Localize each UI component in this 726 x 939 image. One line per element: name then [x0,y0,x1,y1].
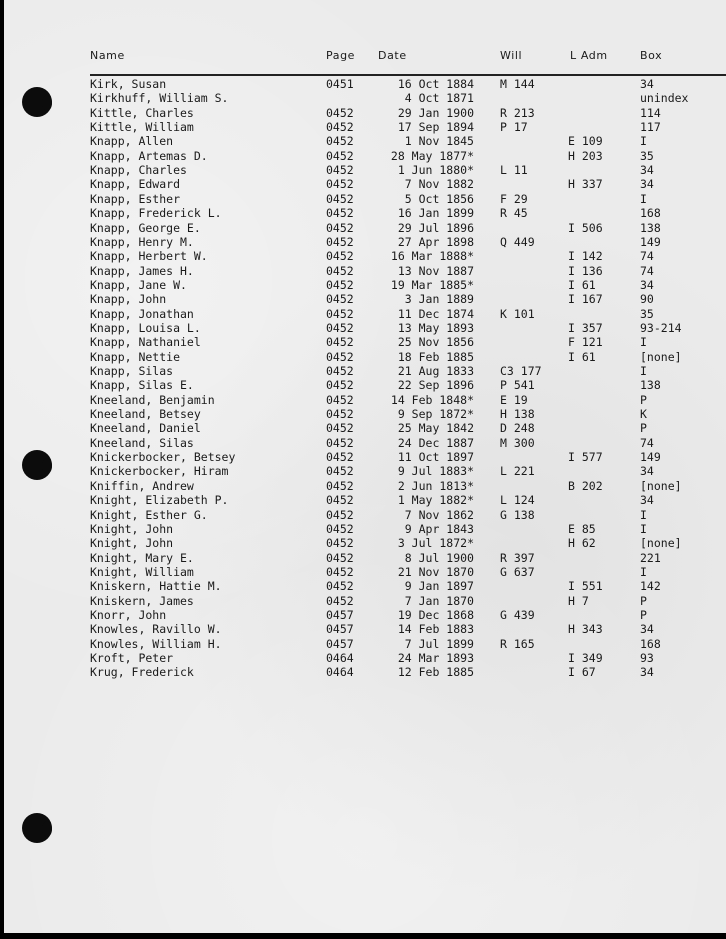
cell-date: 14 Feb 1883 [397,622,474,637]
table-row [4,134,726,148]
cell-will: L 11 [500,163,528,178]
cell-date: 11 Dec 1874 [397,306,474,321]
cell-name: Knapp, Silas E. [90,378,194,393]
cell-will: R 165 [500,636,535,651]
cell-page: 0457 [326,636,354,651]
cell-box: [none] [640,478,682,493]
cell-box: 90 [640,292,654,307]
table-row [4,120,726,134]
cell-box: I [640,364,647,378]
cell-page: 0452 [326,378,354,393]
header-page: Page [326,49,356,62]
cell-name: Kniskern, James [90,593,194,608]
cell-name: Kittle, Charles [90,105,194,120]
cell-box: 34 [640,163,654,178]
cell-date: 25 Nov 1856 [397,335,474,350]
cell-date: 7 Nov 1882 [404,177,474,192]
cell-date: 25 May 1842 [397,421,474,436]
cell-page: 0452 [326,148,354,163]
cell-page: 0452 [326,464,354,479]
cell-box: I [640,507,647,522]
table-row [4,264,726,278]
cell-name: Kniffin, Andrew [90,478,194,493]
cell-page: 0452 [326,191,354,206]
cell-name: Knapp, Esther [90,191,181,206]
cell-name: Knapp, James H. [90,263,194,278]
cell-will: G 637 [500,564,535,579]
cell-page: 0452 [326,277,354,292]
cell-box: 34 [640,622,654,637]
cell-date: 1 May 1882* [397,493,474,508]
cell-name: Knowles, Ravillo W. [90,622,222,637]
cell-ladm: H 7 [568,593,589,608]
cell-ladm: I 349 [568,651,603,665]
cell-name: Knapp, Nettie [90,349,181,364]
cell-date: 19 Dec 1868 [397,607,474,622]
cell-box: P [640,392,647,407]
cell-will: R 397 [500,550,535,565]
cell-box: I [640,564,647,579]
cell-page: 0452 [326,234,354,249]
cell-name: Kirkhuff, William S. [90,91,229,106]
table-row [4,393,726,407]
cell-page: 0452 [326,349,354,364]
table-row [4,163,726,177]
cell-date: 3 Jul 1872* [397,536,474,551]
cell-date: 13 Nov 1887 [397,263,474,278]
cell-page: 0452 [326,292,354,307]
cell-page: 0452 [326,478,354,493]
cell-date: 28 May 1877* [390,148,474,163]
cell-page: 0452 [326,220,354,235]
cell-ladm: F 121 [568,335,603,350]
cell-page: 0452 [326,105,354,120]
cell-box: 34 [640,277,654,292]
cell-box: 74 [640,263,654,278]
cell-ladm: E 109 [568,134,603,149]
cell-will: M 144 [500,77,535,91]
table-row [4,177,726,191]
cell-page: 0452 [326,493,354,508]
cell-ladm: B 202 [568,478,603,493]
cell-ladm: I 167 [568,292,603,307]
cell-box: 168 [640,206,661,221]
header-date: Date [378,49,407,62]
cell-date: 9 Jan 1897 [404,579,474,594]
punch-hole-bottom [22,813,52,843]
cell-name: Knapp, John [90,292,167,307]
cell-date: 8 Jul 1900 [404,550,474,565]
table-row [4,450,726,464]
cell-will: G 439 [500,607,535,622]
cell-page: 0457 [326,622,354,637]
cell-will: L 221 [500,464,535,479]
table-row [4,522,726,536]
cell-page: 0452 [326,263,354,278]
cell-box: 34 [640,464,654,479]
cell-ladm: H 337 [568,177,603,192]
header-rule [90,74,726,76]
cell-box: 221 [640,550,661,565]
table-row [4,421,726,435]
cell-box: 138 [640,378,661,393]
table-row [4,493,726,507]
cell-date: 11 Oct 1897 [397,450,474,465]
table-row [4,479,726,493]
cell-will: H 138 [500,407,535,422]
cell-page: 0452 [326,120,354,135]
table-row [4,278,726,292]
cell-box: 149 [640,234,661,249]
cell-date: 9 Jul 1883* [397,464,474,479]
table-row [4,536,726,550]
cell-box: 117 [640,120,661,135]
cell-box: 138 [640,220,661,235]
cell-date: 24 Dec 1887 [397,435,474,450]
cell-box: 34 [640,665,654,680]
table-row [4,364,726,378]
cell-box: [none] [640,349,682,364]
cell-ladm: I 61 [568,349,596,364]
cell-will: P 17 [500,120,528,135]
cell-page: 0452 [326,593,354,608]
table-row [4,551,726,565]
cell-ladm: E 85 [568,521,596,536]
cell-page: 0452 [326,407,354,422]
table-row [4,407,726,421]
cell-ladm: H 343 [568,622,603,637]
cell-name: Knapp, Artemas D. [90,148,208,163]
header-l-adm: L Adm [570,49,608,62]
cell-will: R 213 [500,105,535,120]
document-page [4,0,726,933]
cell-page: 0452 [326,320,354,335]
cell-ladm: H 62 [568,536,596,551]
cell-date: 29 Jan 1900 [397,105,474,120]
cell-box: 34 [640,77,654,91]
cell-box: unindex [640,91,689,106]
cell-ladm: I 506 [568,220,603,235]
cell-page: 0452 [326,306,354,321]
cell-box: I [640,134,647,149]
cell-date: 22 Sep 1896 [397,378,474,393]
cell-box: K [640,407,647,422]
cell-will: E 19 [500,392,528,407]
cell-box: I [640,191,647,206]
cell-date: 24 Mar 1893 [397,651,474,665]
cell-box: 34 [640,493,654,508]
cell-will: C3 177 [500,364,542,378]
cell-page: 0452 [326,421,354,436]
cell-box: 93 [640,651,654,665]
cell-ladm: I 67 [568,665,596,680]
table-row [4,464,726,478]
table-row [4,307,726,321]
table-row [4,321,726,335]
cell-page: 0452 [326,536,354,551]
cell-name: Kroft, Peter [90,651,174,665]
cell-name: Knapp, Herbert W. [90,249,208,264]
cell-date: 21 Aug 1833 [397,364,474,378]
cell-page: 0452 [326,564,354,579]
table-row [4,235,726,249]
table-row [4,335,726,349]
cell-name: Knight, Elizabeth P. [90,493,229,508]
cell-page: 0457 [326,607,354,622]
cell-name: Knight, Esther G. [90,507,208,522]
cell-date: 17 Sep 1894 [397,120,474,135]
cell-page: 0452 [326,134,354,149]
cell-box: 93-214 [640,320,682,335]
cell-ladm: I 142 [568,249,603,264]
cell-page: 0452 [326,364,354,378]
cell-date: 9 Apr 1843 [404,521,474,536]
cell-name: Knapp, Jonathan [90,306,194,321]
cell-box: [none] [640,536,682,551]
table-row [4,594,726,608]
table-row [4,106,726,120]
cell-date: 4 Oct 1871 [404,91,474,106]
table-row [4,378,726,392]
header-box: Box [640,49,663,62]
cell-page: 0452 [326,521,354,536]
cell-box: 74 [640,249,654,264]
cell-box: 35 [640,306,654,321]
cell-date: 5 Oct 1856 [404,191,474,206]
table-row [4,579,726,593]
table-row [4,508,726,522]
cell-name: Knapp, George E. [90,220,201,235]
cell-name: Knapp, Frederick L. [90,206,222,221]
cell-ladm: I 136 [568,263,603,278]
cell-ladm: I 577 [568,450,603,465]
cell-date: 7 Nov 1862 [404,507,474,522]
cell-name: Kneeland, Betsey [90,407,201,422]
cell-will: M 300 [500,435,535,450]
cell-will: K 101 [500,306,535,321]
table-row [4,249,726,263]
cell-will: R 45 [500,206,528,221]
cell-page: 0452 [326,435,354,450]
cell-page: 0452 [326,450,354,465]
cell-name: Knight, William [90,564,194,579]
table-row [4,91,726,105]
table-row [4,651,726,665]
cell-box: 34 [640,177,654,192]
cell-name: Knight, Mary E. [90,550,194,565]
cell-date: 1 Jun 1880* [397,163,474,178]
cell-date: 29 Jul 1896 [397,220,474,235]
cell-ladm: I 61 [568,277,596,292]
cell-date: 7 Jul 1899 [404,636,474,651]
cell-page: 0452 [326,163,354,178]
cell-ladm: I 357 [568,320,603,335]
cell-will: P 541 [500,378,535,393]
cell-name: Knapp, Charles [90,163,187,178]
cell-name: Knorr, John [90,607,167,622]
cell-page: 0452 [326,392,354,407]
cell-name: Knapp, Silas [90,364,174,378]
cell-name: Knapp, Louisa L. [90,320,201,335]
cell-box: P [640,593,647,608]
cell-name: Kniskern, Hattie M. [90,579,222,594]
table-row [4,206,726,220]
table-row [4,565,726,579]
cell-page: 0452 [326,249,354,264]
cell-page: 0452 [326,507,354,522]
cell-date: 3 Jan 1889 [404,292,474,307]
cell-date: 7 Jan 1870 [404,593,474,608]
cell-name: Knapp, Henry M. [90,234,194,249]
table-row [4,149,726,163]
cell-name: Knight, John [90,536,174,551]
cell-page: 0451 [326,77,354,91]
table-row [4,221,726,235]
cell-date: 16 Jan 1899 [397,206,474,221]
cell-name: Krug, Frederick [90,665,194,680]
cell-date: 1 Nov 1845 [404,134,474,149]
header-will: Will [500,49,523,62]
cell-name: Knickerbocker, Betsey [90,450,236,465]
cell-box: P [640,421,647,436]
cell-name: Kneeland, Silas [90,435,194,450]
cell-page: 0452 [326,335,354,350]
cell-box: 149 [640,450,661,465]
cell-date: 2 Jun 1813* [397,478,474,493]
cell-page: 0452 [326,177,354,192]
cell-box: 35 [640,148,654,163]
cell-box: P [640,607,647,622]
cell-page: 0464 [326,651,354,665]
table-row [4,350,726,364]
cell-date: 14 Feb 1848* [390,392,474,407]
cell-name: Kittle, William [90,120,194,135]
table-row [4,608,726,622]
cell-name: Knight, John [90,521,174,536]
cell-will: G 138 [500,507,535,522]
table-row [4,192,726,206]
cell-box: 74 [640,435,654,450]
cell-ladm: H 203 [568,148,603,163]
cell-will: Q 449 [500,234,535,249]
cell-name: Kneeland, Daniel [90,421,201,436]
cell-box: I [640,521,647,536]
cell-date: 12 Feb 1885 [397,665,474,680]
cell-date: 16 Oct 1884 [397,77,474,91]
table-row [4,665,726,679]
cell-name: Knapp, Edward [90,177,181,192]
cell-date: 13 May 1893 [397,320,474,335]
cell-date: 19 Mar 1885* [390,277,474,292]
cell-name: Knapp, Jane W. [90,277,187,292]
cell-name: Knowles, William H. [90,636,222,651]
cell-date: 27 Apr 1898 [397,234,474,249]
table-header [4,49,726,63]
cell-name: Kirk, Susan [90,77,167,91]
cell-name: Knickerbocker, Hiram [90,464,229,479]
table-row [4,292,726,306]
cell-box: I [640,335,647,350]
cell-page: 0452 [326,550,354,565]
cell-date: 16 Mar 1888* [390,249,474,264]
cell-name: Kneeland, Benjamin [90,392,215,407]
cell-ladm: I 551 [568,579,603,594]
cell-will: D 248 [500,421,535,436]
header-name: Name [90,49,125,62]
cell-page: 0464 [326,665,354,680]
table-row [4,77,726,91]
table-row [4,622,726,636]
cell-will: F 29 [500,191,528,206]
cell-date: 18 Feb 1885 [397,349,474,364]
cell-name: Knapp, Allen [90,134,174,149]
cell-page: 0452 [326,206,354,221]
cell-date: 21 Nov 1870 [397,564,474,579]
cell-box: 168 [640,636,661,651]
table-row [4,637,726,651]
cell-box: 114 [640,105,661,120]
cell-date: 9 Sep 1872* [397,407,474,422]
cell-page: 0452 [326,579,354,594]
cell-name: Knapp, Nathaniel [90,335,201,350]
cell-box: 142 [640,579,661,594]
cell-will: L 124 [500,493,535,508]
table-row [4,436,726,450]
